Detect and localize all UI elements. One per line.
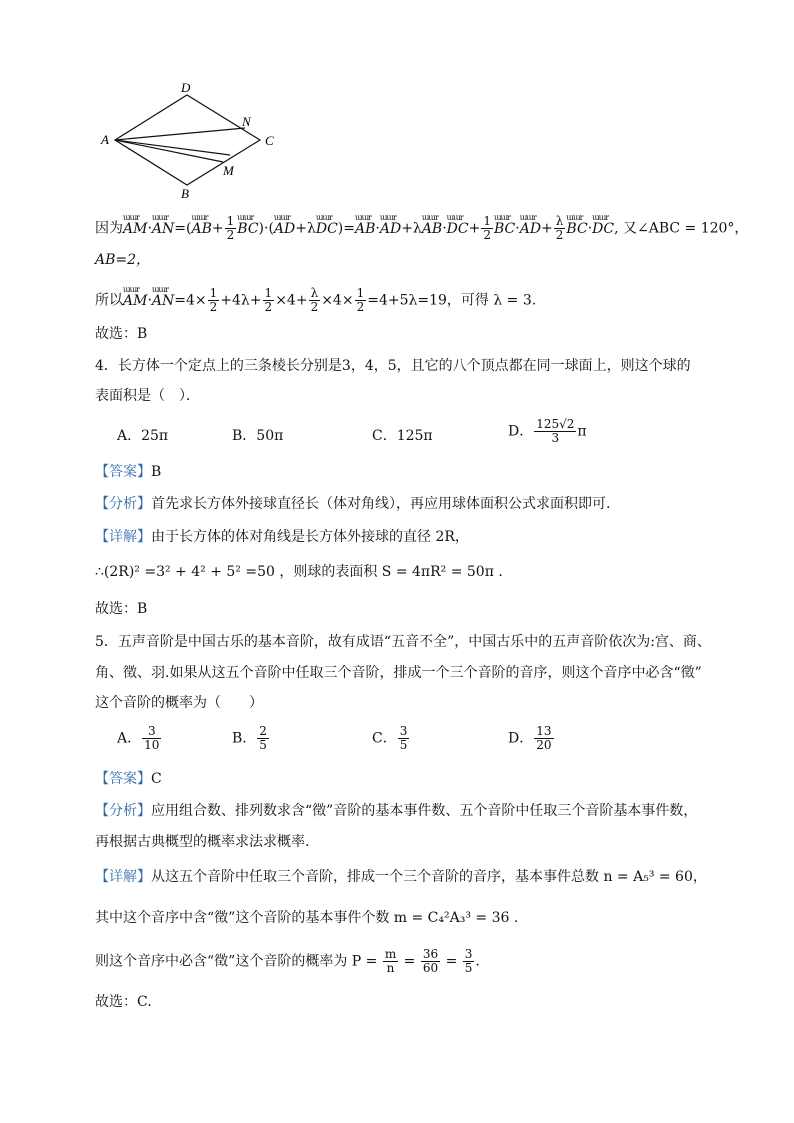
q5-option-a: A． $\frac{3}{10}$	[117, 724, 160, 752]
segment-am	[115, 140, 223, 162]
q5-final: 故选：C.	[95, 994, 152, 1010]
answer-tag: 【答案】	[95, 464, 151, 480]
q4-analysis: 【分析】首先求长方体外接球直径长（体对角线），再应用球体面积公式求面积即可.	[95, 496, 611, 512]
label-n: N	[242, 114, 251, 129]
label-m: M	[223, 163, 234, 178]
analysis-tag: 【分析】	[95, 496, 151, 512]
q5-option-b: B． $\frac{2}{5}$	[232, 724, 267, 752]
detail-tag: 【详解】	[95, 529, 151, 545]
q4-answer: 【答案】B	[95, 464, 162, 480]
q5-answer: 【答案】C	[95, 771, 162, 787]
q4-stem-line1: 4．长方体一个定点上的三条棱长分别是3，4，5，且它的八个顶点都在同一球面上，则这个球的	[95, 358, 691, 374]
q4-option-d: D． $\frac{125√2}{3}$ π	[508, 417, 587, 445]
answer-tag: 【答案】	[95, 771, 151, 787]
q5-option-c: C． $\frac{3}{5}$	[372, 724, 408, 752]
q5-detail-line3: 则这个音序中必含“徵”这个音阶的概率为 P = $\frac{m}{n}$ = $\frac{36}{60}$ = $\frac{3}{5}$ .	[95, 947, 480, 975]
label-d: D	[181, 80, 191, 95]
q5-analysis-line2: 再根据古典概型的概率求法求概率.	[95, 834, 310, 850]
q5-stem-line2: 角、徵、羽.如果从这五个音阶中任取三个音阶，排成一个三个音阶的音序，则这个音序中必含“徵”	[95, 665, 702, 681]
q3-line1: 因为ɯɯr AM·ɯɯr AN=(ɯɯr AB+ $\frac{1}{2}$ ɯɯr BC)·(ɯɯr AD+λɯɯr DC)=ɯɯr AB·ɯɯr AD+λɯɯr AB·ɯɯr DC+ $\frac{1}{2}$ ɯɯr BC·ɯɯr AD+ $\frac{\lambda}{2}$ ɯɯr BC·ɯɯr DC, 又∠ABC = 120°，	[95, 215, 748, 242]
q5-stem-line3: 这个音阶的概率为（ ）	[95, 695, 263, 711]
q5-analysis-line1: 【分析】应用组合数、排列数求含“徵”音阶的基本事件数、五个音阶中任取三个音阶基本事件数，	[95, 803, 698, 819]
label-a: A	[101, 132, 109, 147]
q3-line3: 所以ɯɯr AM·ɯɯr AN=4× $\frac{1}{2}$ +4λ+ $\frac{1}{2}$ ×4+ $\frac{\lambda}{2}$ ×4× $\frac{1}{2}$ =4+5λ=19，可得 λ = 3.	[95, 287, 536, 314]
q5-detail-line2: 其中这个音序中含“徵”这个音阶的基本事件个数 m = C₄²A₃³ = 36 .	[95, 910, 519, 926]
q4-option-c: C．125π	[372, 428, 433, 444]
q4-detail-line2: ∴(2R)² =3² + 4² + 5² =50 ，则球的表面积 S = 4πR² = 50π .	[95, 564, 503, 580]
q4-detail: 【详解】由于长方体的体对角线是长方体外接球的直径 2R，	[95, 529, 469, 545]
q4-option-b: B．50π	[232, 428, 284, 444]
segment-an	[115, 128, 245, 140]
segment-ac-visible	[115, 140, 230, 155]
label-c: C	[265, 133, 274, 148]
detail-tag: 【详解】	[95, 869, 151, 885]
q5-stem-line1: 5．五声音阶是中国古乐的基本音阶，故有成语“五音不全”，中国古乐中的五声音阶依次为:宫、商、	[95, 634, 711, 650]
q3-line2: AB=2，	[95, 252, 151, 268]
rhombus-diagram	[95, 80, 295, 200]
q5-option-d: D． $\frac{13}{20}$	[508, 724, 552, 752]
q4-final: 故选：B	[95, 601, 148, 617]
label-b: B	[181, 186, 189, 200]
q4-stem-line2: 表面积是（ ）．	[95, 388, 200, 404]
analysis-tag: 【分析】	[95, 803, 151, 819]
q4-option-a: A．25π	[117, 428, 169, 444]
q5-detail-line1: 【详解】从这五个音阶中任取三个音阶，排成一个三个音阶的音序，基本事件总数 n = A₅³ = 60，	[95, 869, 707, 885]
q3-answer: 故选：B	[95, 326, 148, 342]
